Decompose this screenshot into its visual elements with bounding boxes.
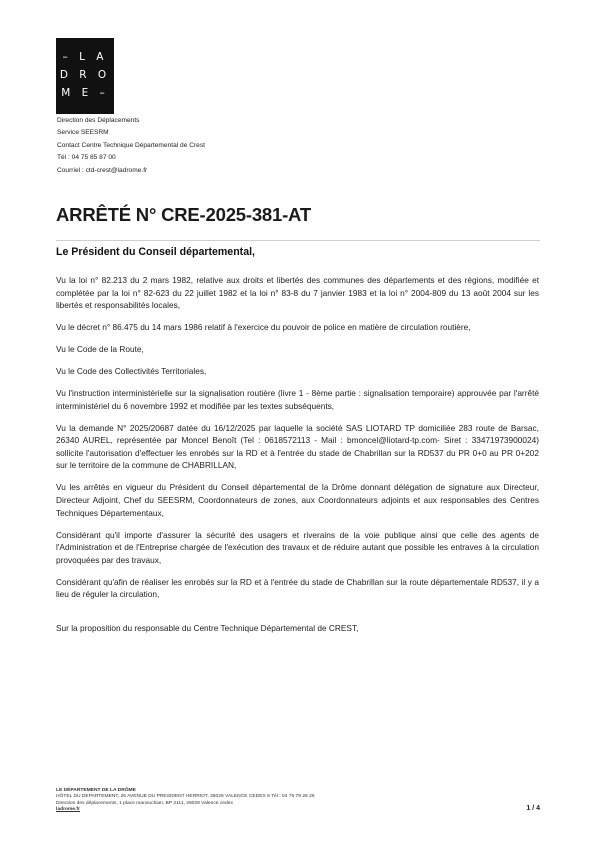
ladrome-logo [56,38,114,114]
contact-center: Contact Centre Technique Départemental de Crest [57,141,205,149]
paragraph-considerant-securite: Considérant qu'il importe d'assurer la sécurité des usagers et riverains de la voie publique ainsi que celle des agents de l'Administration et de l'Entreprise chargée de l'exécution des travaux et de réduire autant que possible les entraves à la circulation provoquées par des travaux, [56,529,539,565]
footer-site-link[interactable]: ladrome.fr [56,806,80,812]
paragraph-instruction: Vu l'instruction interministérielle sur la signalisation routière (livre 1 - 8ème partie : signalisation temporaire) approuvée par l'arrêté interministériel du 6 novembre 1992 et modifiée par les textes subséquents, [56,388,539,411]
paragraph-arretes: Vu les arrêtés en vigueur du Président du Conseil départemental de la Drôme donnant délégation de signature aux Directeur, Directeur Adjoint, Chef du SEESRM, Coordonnateurs de zones, aux Coordonnateurs adjoints et aux responsables des Centres Techniques Départementaux, [56,482,539,518]
contact-block [57,115,205,177]
logo-line-2: D R O [59,69,111,81]
logo-line-3: M E – [61,87,109,99]
footer-direction: Direction des déplacements, 1 place manouchian, BP 2111, 26028 Valence cedex [56,800,233,806]
paragraph-code-route: Vu le Code de la Route, [56,344,144,355]
contact-service: Service SEESRM [57,129,109,137]
title-divider [56,240,540,241]
paragraph-demande: Vu la demande N° 2025/20687 datée du 16/12/2025 par laquelle la société SAS LIOTARD TP domiciliée 283 route de Barsac, 26340 AUREL, représentée par Moncel Benoît (Tel : 0618572113 - Mail : bmoncel@liotard-tp.com- Siret : 33471973900024) sollicite l'autorisation d'effectuer les enrobés sur la RD et à l'entrée du stade de Chabrillan sur la RD537 du PR 0+0 au PR 0+202 sur le territoire de la commune de CHABRILLAN, [56,422,539,471]
footer-title: LE DÉPARTEMENT DE LA DRÔME [56,788,136,793]
page-footer [56,788,315,813]
paragraph-loi: Vu la loi n° 82.213 du 2 mars 1982, relative aux droits et libertés des communes des départements et des régions, modifiée et complétée par la loi n° 82-623 du 22 juillet 1982 et la loi n° 83-8 du 7 janvier 1983 et la loi n° 2004-809 du 13 août 2004 sur les libertés et responsabilités locales, [56,275,539,311]
contact-direction: Direction des Déplacements [57,117,140,124]
contact-email: Courriel : ctd-crest@ladrome.fr [57,166,148,174]
document-subtitle: Le Président du Conseil départemental, [56,246,255,258]
paragraph-considerant-enrobes: Considérant qu'afin de réaliser les enrobés sur la RD et à l'entrée du stade de Chabrillan sur la route départementale RD537, il y a lieu de réguler la circulation, [56,576,539,600]
footer-address: HÔTEL DU DEPARTEMENT, 26 AVENUE DU PRESIDENT HERRIOT, 26026 VALENCE CEDEX 9 Tél : 04 75 79 26 26 [56,794,315,800]
logo-line-1: – L A [62,51,108,63]
contact-phone: Tél : 04 75 85 87 00 [57,154,116,162]
paragraph-decret: Vu le décret n° 86.475 du 14 mars 1986 relatif à l'exercice du pouvoir de police en matière de circulation routière, [56,322,471,333]
page-number: 1 / 4 [526,805,540,812]
paragraph-proposition: Sur la proposition du responsable du Centre Technique Départemental de CREST, [56,623,359,633]
document-title: ARRÊTÉ N° CRE-2025-381-AT [56,204,311,225]
paragraph-code-collectivites: Vu le Code des Collectivités Territoriales, [56,366,207,377]
document-body [56,274,539,635]
